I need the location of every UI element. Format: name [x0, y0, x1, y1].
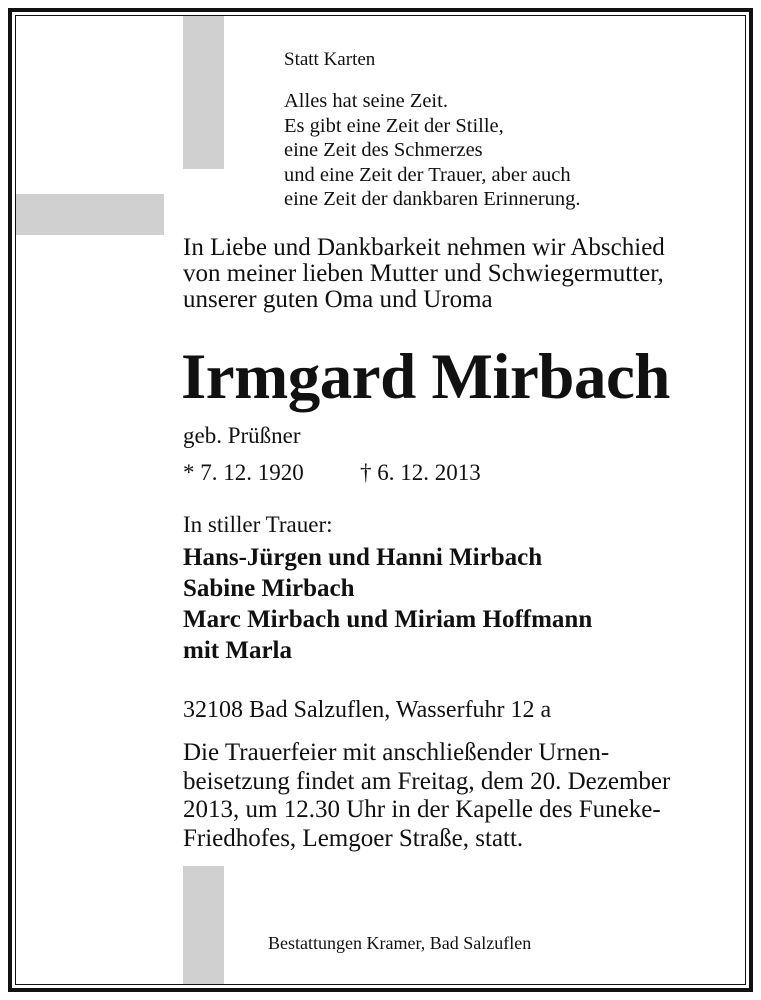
cross-horizontal-bar: [16, 194, 164, 235]
poem-line: Es gibt eine Zeit der Stille,: [284, 114, 504, 137]
intro-line: von meiner lieben Mutter und Schwiegermutter,: [183, 260, 664, 287]
mourner-entry: Marc Mirbach und Miriam Hoffmann: [183, 606, 593, 633]
poem-line: Alles hat seine Zeit.: [284, 90, 448, 112]
mourner-entry: Sabine Mirbach: [183, 575, 355, 602]
mourners-list: [183, 542, 592, 666]
statt-karten-heading: Statt Karten: [284, 49, 376, 70]
birth-date: * 7. 12. 1920: [183, 460, 304, 485]
intro-line: unserer guten Oma und Uroma: [183, 286, 493, 313]
cross-bottom-bar: [183, 866, 224, 984]
deceased-name: Irmgard Mirbach: [181, 341, 670, 413]
mourners-label: In stiller Trauer:: [183, 512, 333, 537]
poem-line: und eine Zeit der Trauer, aber auch: [284, 163, 571, 186]
cross-top-bar: [183, 16, 224, 169]
farewell-intro: [183, 235, 665, 313]
poem-line: eine Zeit des Schmerzes: [284, 139, 483, 161]
poem-verse: [284, 89, 581, 212]
undertaker-credit: Bestattungen Kramer, Bad Salzuflen: [268, 933, 532, 953]
service-line: Friedhofes, Lemgoer Straße, statt.: [183, 824, 524, 852]
family-address: 32108 Bad Salzuflen, Wasserfuhr 12 a: [183, 697, 552, 723]
mourner-entry: Hans-Jürgen und Hanni Mirbach: [183, 544, 543, 571]
maiden-name: geb. Prüßner: [183, 423, 301, 448]
service-line: beisetzung findet am Freitag, dem 20. Dezember: [183, 767, 671, 795]
service-line: Die Trauerfeier mit anschließender Urnen-: [183, 739, 610, 766]
poem-line: eine Zeit der dankbaren Erinnerung.: [284, 188, 581, 210]
mourner-entry: mit Marla: [183, 637, 292, 664]
funeral-service-notice: [183, 739, 670, 853]
intro-line: In Liebe und Dankbarkeit nehmen wir Abschied: [183, 234, 665, 261]
service-line: 2013, um 12.30 Uhr in der Kapelle des Funeke-: [183, 796, 661, 823]
death-date: † 6. 12. 2013: [360, 460, 481, 485]
